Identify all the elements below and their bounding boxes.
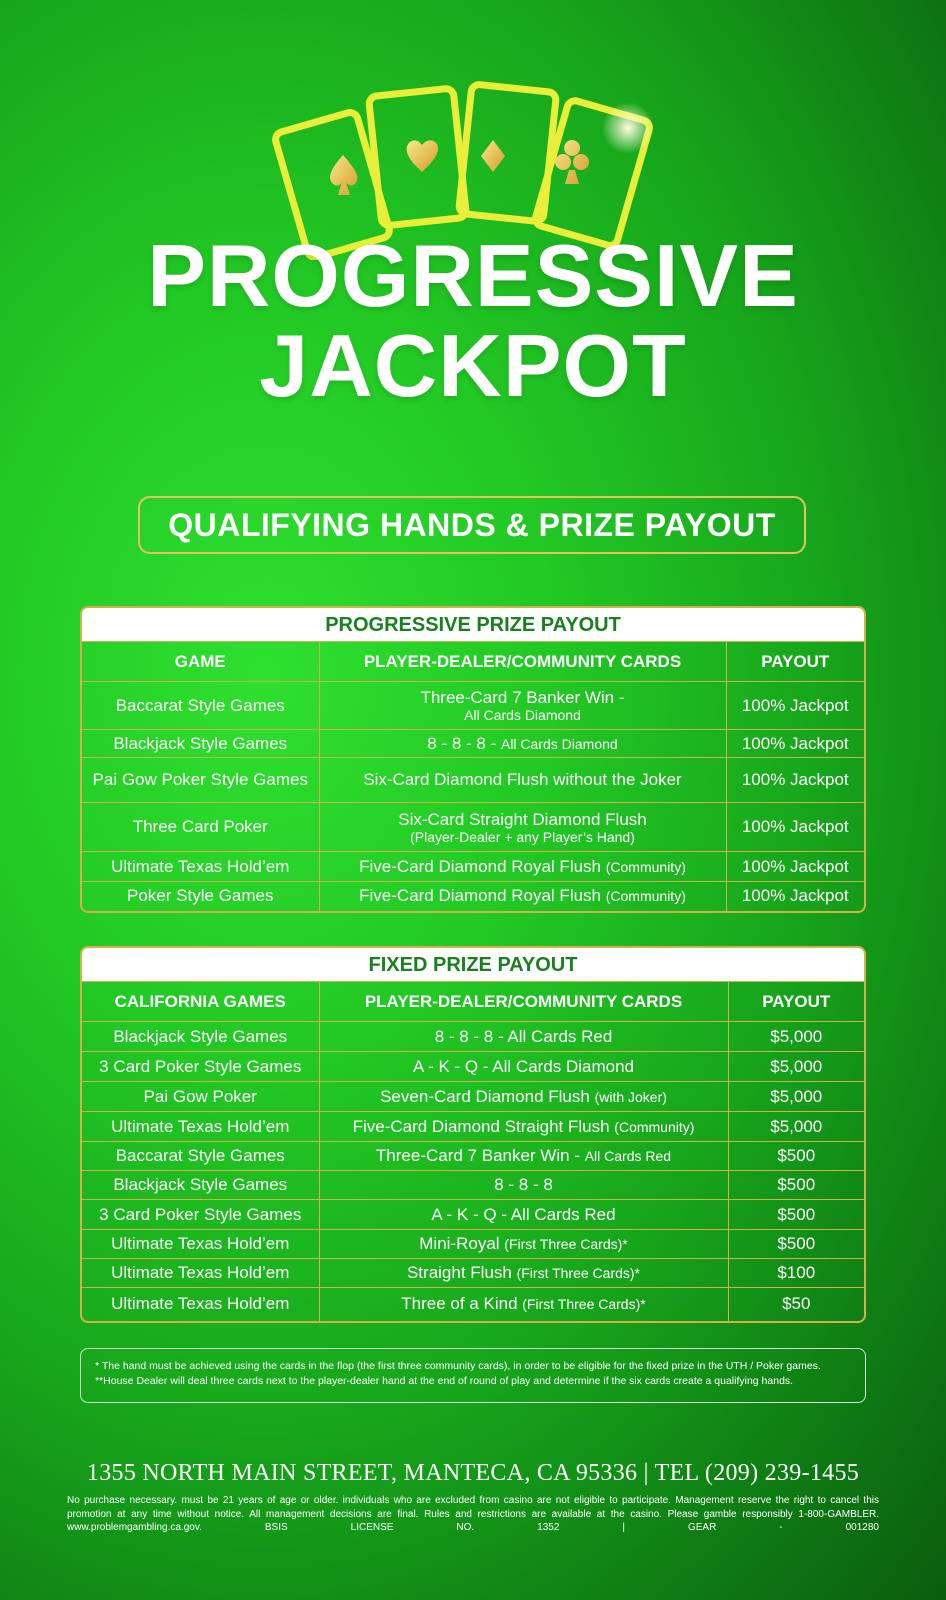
game-cell: Baccarat Style Games bbox=[82, 682, 319, 730]
footnotes bbox=[80, 1348, 866, 1403]
game-cell: Ultimate Texas Hold’em bbox=[82, 1259, 319, 1288]
table-row bbox=[82, 1052, 864, 1082]
payout-cell: 100% Jackpot bbox=[726, 730, 864, 758]
table-heading: PROGRESSIVE PRIZE PAYOUT bbox=[82, 608, 864, 641]
disclaimer-text: No purchase necessary. must be 21 years of age or older. individuals who are excluded from casino are not eligible to participate. Management reserve the right to cancel this promotion at any time without notice. All management decisions are final. Rules and restrictions are available at the casino. Please gamble responsibly 1-800-GAMBLER. www.problemgambling.ca.gov. BSIS LICENSE NO. 1352 | GEAR - 001280 bbox=[67, 1495, 879, 1533]
cards-cell: Five-Card Diamond Royal Flush (Community) bbox=[319, 852, 726, 882]
table-row bbox=[82, 1022, 864, 1052]
address-line: 1355 NORTH MAIN STREET, MANTECA, CA 95336 | TEL (209) 239-1455 bbox=[86, 1460, 860, 1486]
title-line-1: PROGRESSIVE bbox=[147, 226, 799, 325]
game-cell: Three Card Poker bbox=[82, 803, 319, 852]
column-header: PLAYER-DEALER/COMMUNITY CARDS bbox=[319, 982, 728, 1022]
column-header: PAYOUT bbox=[726, 642, 864, 682]
table-row bbox=[82, 1112, 864, 1142]
fixed-prize-table bbox=[80, 946, 866, 1323]
game-cell: Ultimate Texas Hold’em bbox=[82, 1288, 319, 1321]
cards-cell: Straight Flush (First Three Cards)* bbox=[319, 1259, 728, 1288]
cards-cell: Seven-Card Diamond Flush (with Joker) bbox=[319, 1082, 728, 1112]
table-row bbox=[82, 1288, 864, 1321]
table-row bbox=[82, 758, 864, 803]
table-row bbox=[82, 1200, 864, 1230]
game-cell: Baccarat Style Games bbox=[82, 1142, 319, 1171]
payout-cell: $5,000 bbox=[728, 1052, 864, 1082]
cards-cell: Six-Card Straight Diamond Flush (Player-Dealer + any Player’s Hand) bbox=[319, 803, 726, 852]
table-row bbox=[82, 1142, 864, 1171]
game-cell: Poker Style Games bbox=[82, 882, 319, 911]
qualifying-hands-banner: QUALIFYING HANDS & PRIZE PAYOUT bbox=[138, 496, 806, 554]
table-row bbox=[82, 882, 864, 911]
payout-cell: 100% Jackpot bbox=[726, 758, 864, 803]
cards-cell: 8 - 8 - 8 - All Cards Diamond bbox=[319, 730, 726, 758]
game-cell: Ultimate Texas Hold’em bbox=[82, 1230, 319, 1259]
cards-cell: Six-Card Diamond Flush without the Joker bbox=[319, 758, 726, 803]
cards-cell: Five-Card Diamond Straight Flush (Community) bbox=[319, 1112, 728, 1142]
game-cell: Blackjack Style Games bbox=[82, 1022, 319, 1052]
progressive-prize-table bbox=[80, 606, 866, 913]
game-cell: Ultimate Texas Hold’em bbox=[82, 1112, 319, 1142]
table-row bbox=[82, 1230, 864, 1259]
cards-cell: A - K - Q - All Cards Red bbox=[319, 1200, 728, 1230]
cards-cell: Five-Card Diamond Royal Flush (Community) bbox=[319, 882, 726, 911]
payout-cell: $500 bbox=[728, 1200, 864, 1230]
footnote: **House Dealer will deal three cards next to the player-dealer hand at the end of round of play and determine if the six cards create a qualifying hands. bbox=[95, 1375, 794, 1387]
cards-cell: Mini-Royal (First Three Cards)* bbox=[319, 1230, 728, 1259]
column-header: PLAYER-DEALER/COMMUNITY CARDS bbox=[319, 642, 726, 682]
column-header: PAYOUT bbox=[728, 982, 864, 1022]
spade-icon bbox=[330, 155, 357, 195]
payout-cell: 100% Jackpot bbox=[726, 852, 864, 882]
table-row bbox=[82, 1082, 864, 1112]
game-cell: 3 Card Poker Style Games bbox=[82, 1052, 319, 1082]
cards-cell: A - K - Q - All Cards Diamond bbox=[319, 1052, 728, 1082]
game-cell: Ultimate Texas Hold’em bbox=[82, 852, 319, 882]
payout-cell: $5,000 bbox=[728, 1082, 864, 1112]
payout-cell: $100 bbox=[728, 1259, 864, 1288]
table-row bbox=[82, 682, 864, 730]
payout-cell: 100% Jackpot bbox=[726, 882, 864, 911]
payout-cell: 100% Jackpot bbox=[726, 803, 864, 852]
payout-cell: $5,000 bbox=[728, 1022, 864, 1052]
cards-cell: Three of a Kind (First Three Cards)* bbox=[319, 1288, 728, 1321]
game-cell: 3 Card Poker Style Games bbox=[82, 1200, 319, 1230]
table-heading: FIXED PRIZE PAYOUT bbox=[82, 948, 864, 981]
game-cell: Blackjack Style Games bbox=[82, 730, 319, 758]
club-icon bbox=[555, 140, 589, 184]
table-row bbox=[82, 803, 864, 852]
game-cell: Pai Gow Poker Style Games bbox=[82, 758, 319, 803]
footnote: * The hand must be achieved using the cards in the flop (the first three community cards), in order to be eligible for the fixed prize in the UTH / Poker games. bbox=[95, 1360, 821, 1372]
column-header: CALIFORNIA GAMES bbox=[82, 982, 319, 1022]
sparkle-icon bbox=[602, 102, 654, 154]
cards-cell: Three-Card 7 Banker Win - All Cards Diamond bbox=[319, 682, 726, 730]
game-cell: Pai Gow Poker bbox=[82, 1082, 319, 1112]
cards-cell: 8 - 8 - 8 - All Cards Red bbox=[319, 1022, 728, 1052]
cards-cell: 8 - 8 - 8 bbox=[319, 1171, 728, 1200]
game-cell: Blackjack Style Games bbox=[82, 1171, 319, 1200]
table-row bbox=[82, 730, 864, 758]
table-row bbox=[82, 1259, 864, 1288]
table-row bbox=[82, 852, 864, 882]
title-line-2: JACKPOT bbox=[259, 316, 687, 415]
cards-cell: Three-Card 7 Banker Win - All Cards Red bbox=[319, 1142, 728, 1171]
column-header: GAME bbox=[82, 642, 319, 682]
payout-cell: $50 bbox=[728, 1288, 864, 1321]
diamond-icon bbox=[481, 140, 505, 172]
payout-cell: $5,000 bbox=[728, 1112, 864, 1142]
table-row bbox=[82, 1171, 864, 1200]
payout-cell: $500 bbox=[728, 1230, 864, 1259]
heart-icon bbox=[407, 140, 438, 172]
payout-cell: $500 bbox=[728, 1142, 864, 1171]
payout-cell: 100% Jackpot bbox=[726, 682, 864, 730]
payout-cell: $500 bbox=[728, 1171, 864, 1200]
